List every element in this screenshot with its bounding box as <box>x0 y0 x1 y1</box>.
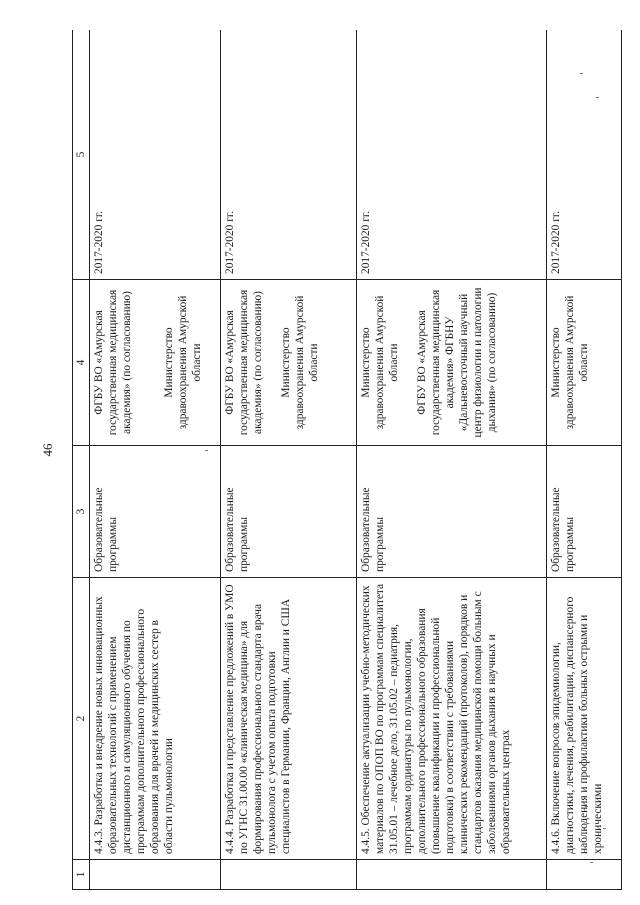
measure-executors <box>547 280 622 446</box>
empty-cell <box>90 860 221 890</box>
measure-period: 2017-2020 гг. <box>90 30 221 280</box>
measure-period: 2017-2020 гг. <box>547 30 622 280</box>
executor: Министерство здравоохранения Амурской области <box>360 295 400 430</box>
measure-description: 4.4.6. Включение вопросов эпидемиологии, диагностики, лечения, реабилитации, диспансерного наблюдения и профилактики больных острыми и хроническими <box>547 578 622 860</box>
measure-type: Образовательные программы <box>221 446 357 578</box>
measure-executors <box>221 280 357 446</box>
page-number: 46 <box>40 443 55 457</box>
measure-description: 4.4.4. Разработка и представление предложений в УМО по УГНС 31.00.00 «клиническая медицина» для формирования профессионального стандарта врача пульмонолога с учетом опыта подготовки специалистов в Германии, Франции, Англии и США <box>221 578 357 860</box>
column-number-4: 4 <box>73 280 90 446</box>
executor: Министерство здравоохранения Амурской области <box>163 295 203 430</box>
empty-cell <box>221 860 357 890</box>
executor: ФГБУ ВО «Амурская государственная медицинская академия» ФГБНУ «Дальневосточный научный центр физиологии и патологии дыхания» (по согласованию) <box>416 287 498 438</box>
executor: Министерство здравоохранения Амурской области <box>280 295 320 430</box>
rotated-page-area <box>72 30 622 890</box>
table-header-row <box>73 30 90 890</box>
column-number-1: 1 <box>73 860 90 890</box>
measures-table <box>72 30 622 890</box>
empty-cell <box>357 860 547 890</box>
table-row <box>357 30 547 890</box>
measure-type: Образовательные программы <box>90 446 221 578</box>
column-number-2: 2 <box>73 578 90 860</box>
measure-type: Образовательные программы <box>357 446 547 578</box>
executor: ФГБУ ВО «Амурская государственная медицинская академия» (по согласованию) <box>93 289 133 436</box>
measure-period: 2017-2020 гг. <box>357 30 547 280</box>
measure-executors <box>90 280 221 446</box>
measure-executors <box>357 280 547 446</box>
measure-type: Образовательные программы <box>547 446 622 578</box>
rotated-table-container <box>72 30 622 890</box>
executor: Министерство здравоохранения Амурской области <box>550 295 590 430</box>
column-number-3: 3 <box>73 446 90 578</box>
measure-description: 4.4.5. Обеспечение актуализации учебно-методических материалов по ОПОП ВО по программам специалитета 31.05.01 – лечебное дело, 31.05.02 – педиатрия, программам ординатуры по пульмонологии, дополнительного профессионального образования (повышение квалификации и профессиональной подготовки) в соответствии с требованиями клинических рекомендаций (протоколов), порядков и стандартов оказания медицинской помощи больным с заболеваниями органов дыхания в научных и образовательных центрах <box>357 578 547 860</box>
table-row <box>221 30 357 890</box>
executor: ФГБУ ВО «Амурская государственная медицинская академия» (по согласованию) <box>224 289 264 436</box>
measure-description: 4.4.3. Разработка и внедрение новых инновационных образовательных технологий с применением дистанционного и симуляционного обучения по программам дополнительного профессионального образования для врачей и медицинских сестер в области пульмонологии <box>90 578 221 860</box>
empty-cell <box>547 860 622 890</box>
table-row <box>547 30 622 890</box>
table-row <box>90 30 221 890</box>
measure-period: 2017-2020 гг. <box>221 30 357 280</box>
column-number-5: 5 <box>73 30 90 280</box>
